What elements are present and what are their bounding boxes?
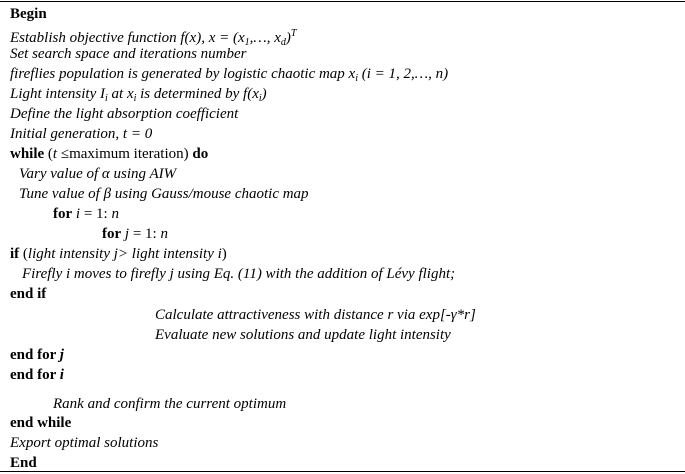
end-for-keyword: end for [10,367,60,383]
while-var-t: t [52,146,58,162]
light-intensity-at: at x [107,86,134,102]
line-end-if: end if [10,286,47,302]
beta-symbol: β [103,186,112,202]
line-for-i [53,204,119,224]
line-begin: Begin [10,6,47,22]
tune-method: using Gauss/mouse chaotic map [111,186,309,202]
subscript-i: i [105,93,108,104]
tune-text: Tune value of [19,186,104,202]
superscript-T: T [290,28,297,39]
keyword-if: if [10,246,20,262]
line-light-intensity [10,84,267,104]
subscript-i: i [355,73,359,84]
line-end: End [10,455,37,471]
light-intensity-text: Light intensity I [10,86,105,102]
for-var-n: n [160,226,168,242]
line-firefly-move: Firefly i moves to firefly j using Eq. (11) with the addition of Lévy flight; [22,266,456,282]
line-search-space: Set search space and iterations number [10,46,247,62]
while-paren: ( [44,146,53,162]
line-while [10,144,208,164]
population-range: (i = 1, 2,…, n) [358,66,449,82]
light-intensity-determined: is determined by f(x [136,86,259,102]
light-intensity-close: ) [261,86,267,102]
line-tune-beta [19,184,309,204]
line-population [10,64,448,84]
end-for-var-j: j [59,347,64,363]
line-objective-function [10,24,297,48]
if-condition: light intensity j> light intensity i [27,246,222,262]
for-var-i: i [72,206,81,222]
objective-formula-close: ) [285,30,291,46]
line-attractiveness: Calculate attractiveness with distance r via exp[-γ*r] [155,307,476,323]
objective-formula: f(x), x = (x [180,30,245,46]
line-initial-generation: Initial generation, t = 0 [10,126,153,142]
subscript-1: 1 [244,37,250,48]
objective-formula-mid: ,…, x [249,30,281,46]
line-absorption: Define the light absorption coefficient [10,106,239,122]
vary-text: Vary value of [19,166,102,182]
subscript-d: d [280,37,286,48]
subscript-i: i [133,93,137,104]
end-for-var-i: i [59,367,64,383]
line-end-for-i [10,365,64,385]
for-var-n: n [111,206,119,222]
line-vary-alpha [19,164,176,184]
objective-label: Establish objective function [10,30,181,46]
vary-method: using AIW [109,166,177,182]
if-paren-open: ( [19,246,28,262]
line-rank: Rank and confirm the current optimum [53,396,287,412]
while-condition: ≤maximum iteration) [57,146,193,162]
bottom-rule [0,471,685,472]
line-if [10,244,227,264]
line-export: Export optimal solutions [10,435,159,451]
subscript-i: i [258,93,262,104]
line-end-while: end while [10,415,72,431]
for-range: = 1: [129,226,161,242]
end-for-keyword: end for [10,347,60,363]
top-rule [0,1,685,2]
keyword-for: for [53,206,73,222]
population-text: fireflies population is generated by logistic chaotic map x [10,66,356,82]
keyword-do: do [192,146,209,162]
if-paren-close: ) [221,246,227,262]
line-evaluate: Evaluate new solutions and update light intensity [155,327,451,343]
for-range: = 1: [80,206,112,222]
line-for-j [102,224,168,244]
for-var-j: j [121,226,130,242]
keyword-while: while [10,146,45,162]
alpha-symbol: α [101,166,110,182]
line-end-for-j [10,345,64,365]
keyword-for: for [102,226,122,242]
